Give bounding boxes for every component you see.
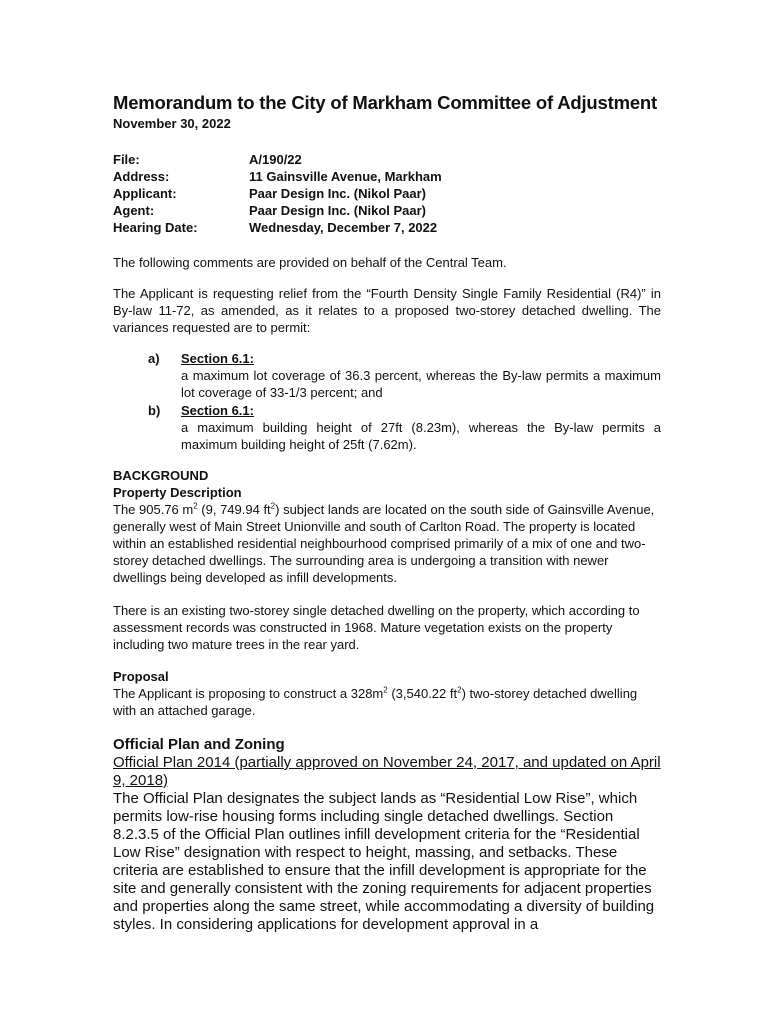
text-run: The Applicant is proposing to construct a 328m bbox=[113, 686, 384, 701]
memo-date: November 30, 2022 bbox=[113, 116, 231, 131]
file-info-row bbox=[113, 202, 661, 219]
official-plan-paragraph: The Official Plan designates the subject lands as “Residential Low Rise”, which permits low-rise housing forms including single detached dwellings. Section 8.2.3.5 of the Official Plan outlines infill development criteria for the “Residential Low Rise” designation with respect to height, massing, and setbacks. These criteria are established to ensure that the infill development is appropriate for the site and generally consistent with the zoning requirements for adjacent properties and properties along the same street, while accommodating a diversity of building styles. In considering applications for development approval in a bbox=[113, 790, 655, 933]
memo-title: Memorandum to the City of Markham Committee of Adjustment bbox=[113, 92, 657, 113]
variance-body bbox=[181, 402, 661, 453]
superscript: 2 bbox=[270, 501, 276, 511]
superscript: 2 bbox=[383, 685, 388, 695]
file-info-row bbox=[113, 168, 661, 185]
file-info-row bbox=[113, 151, 661, 168]
proposal-heading: Proposal bbox=[113, 669, 169, 684]
variance-list bbox=[148, 350, 661, 453]
variance-item bbox=[148, 402, 661, 453]
text-run: ) two-storey detached dwelling with an attached garage. bbox=[113, 686, 638, 718]
file-info-row bbox=[113, 185, 661, 202]
text-run: The 905.76 m bbox=[113, 502, 194, 517]
superscript: 2 bbox=[193, 501, 198, 511]
variance-marker: b) bbox=[148, 403, 161, 418]
request-paragraph: The Applicant is requesting relief from the “Fourth Density Single Family Residential (R4)” in By-law 11-72, as amended, as it relates to a proposed two-storey detached dwelling. The variances requested are to permit: bbox=[113, 286, 661, 335]
hearing-date-label: Hearing Date: bbox=[113, 220, 198, 235]
applicant-value: Paar Design Inc. (Nikol Paar) bbox=[249, 186, 427, 201]
agent-label: Agent: bbox=[113, 203, 155, 218]
superscript: 2 bbox=[457, 685, 462, 695]
variance-marker: a) bbox=[148, 351, 160, 366]
memo-page bbox=[113, 92, 661, 934]
property-description-paragraph bbox=[113, 501, 661, 586]
file-info-row bbox=[113, 219, 661, 236]
background-heading: BACKGROUND bbox=[113, 468, 209, 483]
text-run: (3,540.22 ft bbox=[387, 686, 458, 701]
file-info-block bbox=[113, 151, 661, 236]
variance-text: a maximum building height of 27ft (8.23m), whereas the By-law permits a maximum building height of 25ft (7.62m). bbox=[181, 420, 661, 452]
proposal-paragraph bbox=[113, 685, 661, 719]
applicant-label: Applicant: bbox=[113, 186, 177, 201]
agent-value: Paar Design Inc. (Nikol Paar) bbox=[249, 203, 427, 218]
hearing-date-value: Wednesday, December 7, 2022 bbox=[249, 220, 438, 235]
official-plan-heading: Official Plan and Zoning bbox=[113, 736, 285, 753]
file-value: A/190/22 bbox=[249, 152, 302, 167]
variance-text: a maximum lot coverage of 36.3 percent, whereas the By-law permits a maximum lot coverage of 33-1/3 percent; and bbox=[181, 368, 661, 400]
address-label: Address: bbox=[113, 169, 170, 184]
variance-section: Section 6.1: bbox=[181, 403, 254, 418]
text-run: (9, 749.94 ft bbox=[197, 502, 271, 517]
file-label: File: bbox=[113, 152, 140, 167]
variance-item bbox=[148, 350, 661, 401]
property-description-heading: Property Description bbox=[113, 485, 242, 500]
text-run: ) subject lands are located on the south side of Gainsville Avenue, generally west of Main Street Unionville and south of Carlton Road. The property is located within an established residential neighbourhood comprised primarily of a mix of one and two-storey detached dwellings. The surrounding area is undergoing a transition with newer dwellings being developed as infill developments. bbox=[113, 502, 655, 585]
intro-paragraph: The following comments are provided on behalf of the Central Team. bbox=[113, 255, 507, 270]
variance-body bbox=[181, 350, 661, 401]
existing-dwelling-paragraph: There is an existing two-storey single detached dwelling on the property, which according to assessment records was constructed in 1968. Mature vegetation exists on the property including two mature trees in the rear yard. bbox=[113, 603, 640, 652]
variance-section: Section 6.1: bbox=[181, 351, 254, 366]
address-value: 11 Gainsville Avenue, Markham bbox=[249, 169, 442, 184]
official-plan-subheading: Official Plan 2014 (partially approved on November 24, 2017, and updated on April 9, 2018) bbox=[113, 754, 661, 789]
